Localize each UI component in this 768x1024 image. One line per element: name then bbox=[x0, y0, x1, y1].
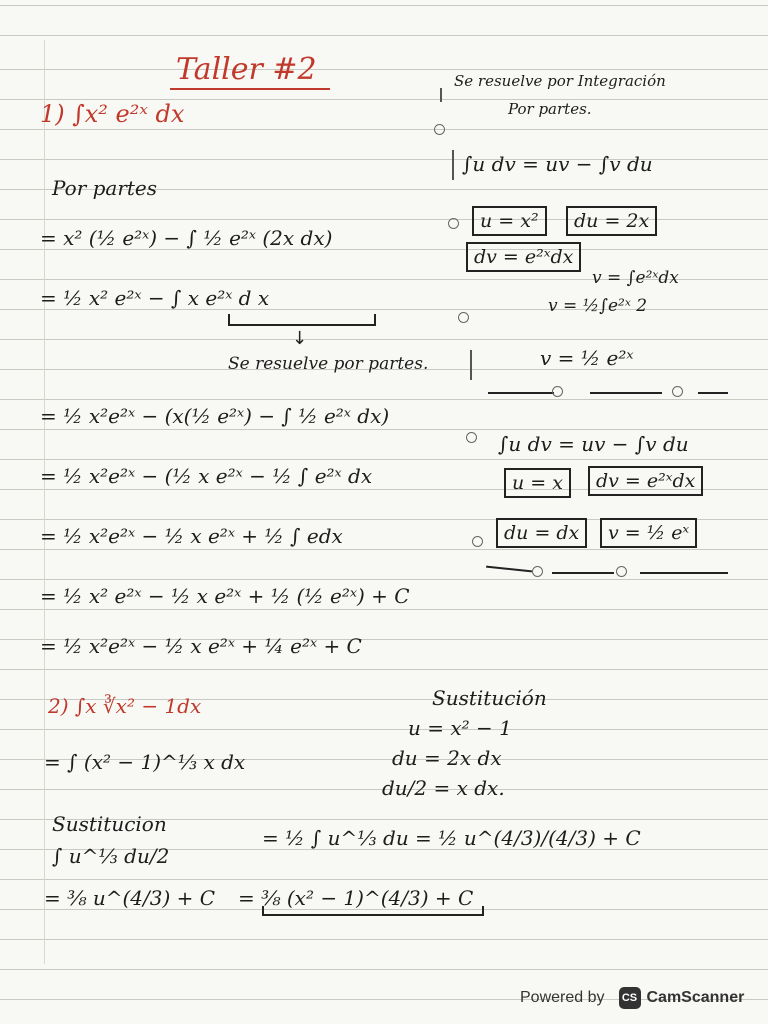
camscanner-logo-icon: CS bbox=[619, 987, 641, 1009]
separator-circle bbox=[552, 386, 563, 397]
problem-1: 1) ∫x² e²ˣ dx bbox=[40, 100, 185, 128]
sust-u: u = x² − 1 bbox=[408, 716, 512, 740]
down-arrow-icon: ↓ bbox=[292, 328, 308, 349]
separator-line bbox=[486, 566, 532, 573]
separator-circle bbox=[616, 566, 627, 577]
binder-hole bbox=[472, 536, 483, 547]
v-step-2: v = ½∫e²ˣ 2 bbox=[548, 296, 648, 316]
separator-line bbox=[552, 572, 614, 574]
note-por-partes: Por partes. bbox=[508, 100, 592, 118]
box-dv-1: dv = e²ˣdx bbox=[466, 242, 581, 272]
step-10: = ½ ∫ u^⅓ du = ½ u^(4/3)/(4/3) + C bbox=[262, 826, 641, 850]
sustitucion-title: Sustitución bbox=[432, 686, 547, 710]
separator-line bbox=[698, 392, 728, 394]
powered-by-text: Powered by bbox=[520, 989, 605, 1006]
box-u-1: u = x² bbox=[472, 206, 547, 236]
formula-partes-2: ∫u dv = uv − ∫v du bbox=[498, 432, 689, 456]
final-answer: = ⅜ (x² − 1)^(4/3) + C bbox=[238, 886, 474, 910]
step-9: ∫ u^⅓ du/2 bbox=[52, 844, 170, 868]
camscanner-brand: CamScanner bbox=[646, 989, 745, 1006]
step-7: = ½ x²e²ˣ − ½ x e²ˣ + ¼ e²ˣ + C bbox=[40, 634, 362, 658]
separator-line bbox=[488, 392, 554, 394]
step-2: = ½ x² e²ˣ − ∫ x e²ˣ d x bbox=[40, 286, 270, 310]
separator-circle bbox=[672, 386, 683, 397]
box-v-2: v = ½ eˣ bbox=[600, 518, 697, 548]
divider-tick bbox=[470, 350, 472, 380]
binder-hole bbox=[448, 218, 459, 229]
binder-hole bbox=[466, 432, 477, 443]
problem-2: 2) ∫x ∛x² − 1dx bbox=[48, 694, 202, 718]
separator-line bbox=[590, 392, 662, 394]
answer-box-bracket bbox=[262, 906, 484, 916]
sust-du-half: du/2 = x dx. bbox=[382, 776, 505, 800]
step-6: = ½ x² e²ˣ − ½ x e²ˣ + ½ (½ e²ˣ) + C bbox=[40, 584, 410, 608]
note-partes: Se resuelve por partes. bbox=[228, 354, 429, 374]
binder-hole bbox=[458, 312, 469, 323]
divider-tick bbox=[452, 150, 454, 180]
formula-partes-1: ∫u dv = uv − ∫v du bbox=[462, 152, 653, 176]
divider-tick bbox=[440, 88, 442, 102]
box-du-1: du = 2x bbox=[566, 206, 657, 236]
step-3: = ½ x²e²ˣ − (x(½ e²ˣ) − ∫ ½ e²ˣ dx) bbox=[40, 404, 390, 428]
box-dv-2: dv = e²ˣdx bbox=[588, 466, 703, 496]
page-margin-line bbox=[44, 40, 45, 964]
box-u-2: u = x bbox=[504, 468, 571, 498]
title-underline bbox=[170, 88, 330, 90]
separator-line bbox=[640, 572, 728, 574]
step-1: = x² (½ e²ˣ) − ∫ ½ e²ˣ (2x dx) bbox=[40, 226, 333, 250]
v-step-3: v = ½ e²ˣ bbox=[540, 346, 634, 370]
v-step-1: v = ∫e²ˣdx bbox=[592, 268, 679, 288]
note-integracion: Se resuelve por Integración bbox=[454, 72, 666, 90]
bracket bbox=[228, 314, 376, 326]
step-11: = ⅜ u^(4/3) + C bbox=[44, 886, 216, 910]
binder-hole bbox=[434, 124, 445, 135]
step-8: = ∫ (x² − 1)^⅓ x dx bbox=[44, 750, 246, 774]
camscanner-watermark bbox=[520, 984, 744, 1012]
step-4: = ½ x²e²ˣ − (½ x e²ˣ − ½ ∫ e²ˣ dx bbox=[40, 464, 373, 488]
step-5: = ½ x²e²ˣ − ½ x e²ˣ + ½ ∫ edx bbox=[40, 524, 343, 548]
sustitucion-label: Sustitucion bbox=[52, 812, 167, 836]
box-du-2: du = dx bbox=[496, 518, 587, 548]
page-title: Taller #2 bbox=[176, 52, 317, 87]
por-partes-label: Por partes bbox=[52, 176, 158, 200]
separator-circle bbox=[532, 566, 543, 577]
sust-du: du = 2x dx bbox=[392, 746, 502, 770]
